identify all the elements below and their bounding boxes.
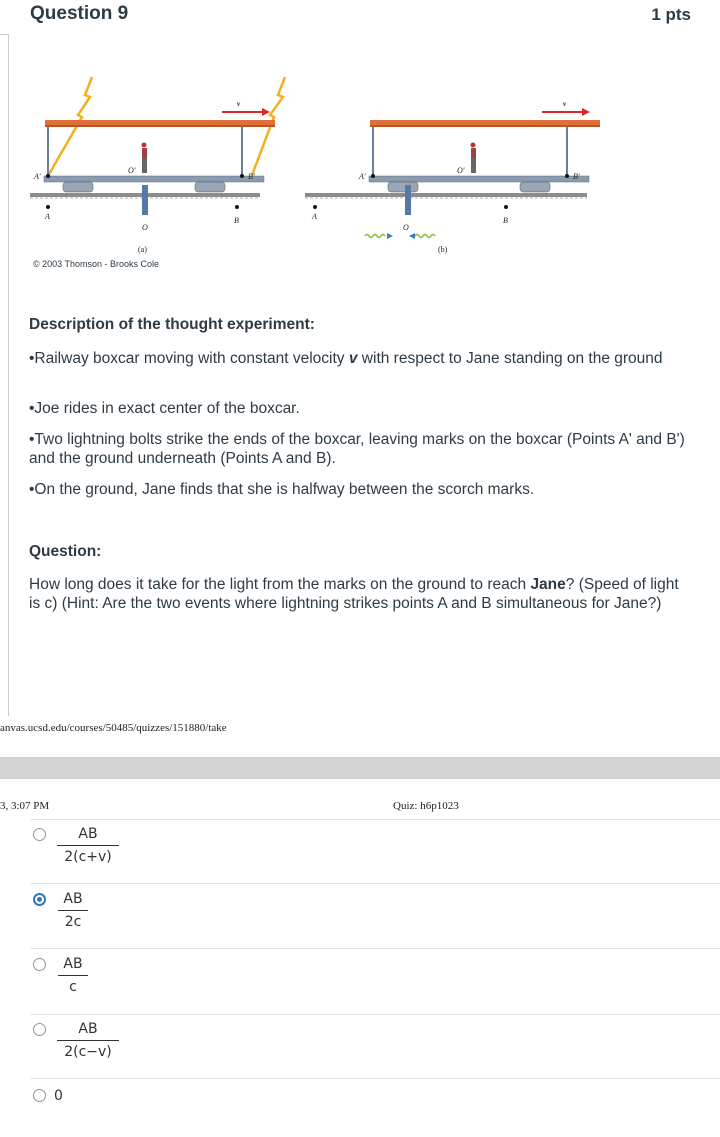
label-Op-b: O' xyxy=(457,166,465,175)
label-B-b: B xyxy=(503,216,508,225)
print-quiz-title: Quiz: h6p1023 xyxy=(393,800,459,812)
label-Op-a: O' xyxy=(128,166,136,175)
bullet-lightning: •Two lightning bolts strike the ends of the boxcar, leaving marks on the boxcar (Points A' and B') and the ground underneath (Points A and B). xyxy=(29,431,685,467)
question-text: How long does it take for the light from the marks on the ground to reach Jane? (Speed of light is c) (Hint: Are the two events where lightning strikes points A and B simultaneous for Jane?) xyxy=(29,576,679,612)
label-A-a: A xyxy=(45,212,50,221)
bullet-joe: •Joe rides in exact center of the boxcar. xyxy=(29,400,300,417)
caption-b: (b) xyxy=(438,245,448,254)
boxcar-figure xyxy=(30,75,600,275)
bullet-velocity: •Railway boxcar moving with constant velocity v with respect to Jane standing on the ground xyxy=(29,350,663,367)
question-header xyxy=(0,0,720,35)
label-Bp-a: B' xyxy=(248,172,255,181)
label-Bp-b: B' xyxy=(573,172,580,181)
velocity-label-a: v xyxy=(237,100,241,108)
label-O-b: O xyxy=(403,223,409,232)
label-O-a: O xyxy=(142,223,148,232)
answer-radio[interactable] xyxy=(33,1023,46,1036)
description-heading: Description of the thought experiment: xyxy=(29,316,315,333)
answer-option[interactable] xyxy=(30,819,720,884)
panel-b xyxy=(305,100,600,254)
answer-option[interactable] xyxy=(30,1078,720,1137)
velocity-label-b: v xyxy=(563,100,567,108)
answer-radio[interactable] xyxy=(33,958,46,971)
question-heading: Question: xyxy=(29,543,102,560)
answer-radio-selected[interactable] xyxy=(33,893,46,906)
answer-option[interactable] xyxy=(30,948,720,1015)
answer-option[interactable] xyxy=(30,1014,720,1079)
answer-radio[interactable] xyxy=(33,828,46,841)
answer-fraction: AB 2(c−v) xyxy=(57,1021,119,1060)
caption-a: (a) xyxy=(138,245,147,254)
figure-copyright: © 2003 Thomson - Brooks Cole xyxy=(33,259,160,269)
bullet-jane: •On the ground, Jane finds that she is halfway between the scorch marks. xyxy=(29,481,535,498)
question-title: Question 9 xyxy=(30,3,129,24)
answer-fraction: AB 2(c+v) xyxy=(57,826,119,865)
answer-fraction: AB 2c xyxy=(58,891,88,930)
print-time: 3, 3:07 PM xyxy=(0,800,50,812)
answer-text: 0 xyxy=(54,1088,63,1104)
print-url: anvas.ucsd.edu/courses/50485/quizzes/151880/take xyxy=(0,722,227,734)
label-Ap-b: A' xyxy=(359,172,366,181)
page-break-band xyxy=(0,757,720,779)
panel-a xyxy=(30,77,285,254)
label-Ap-a: A' xyxy=(34,172,41,181)
answer-radio[interactable] xyxy=(33,1089,46,1102)
answer-fraction: AB c xyxy=(58,956,88,995)
question-points: 1 pts xyxy=(651,5,691,24)
answer-option[interactable] xyxy=(30,883,720,949)
label-A-b: A xyxy=(312,212,317,221)
label-B-a: B xyxy=(234,216,239,225)
